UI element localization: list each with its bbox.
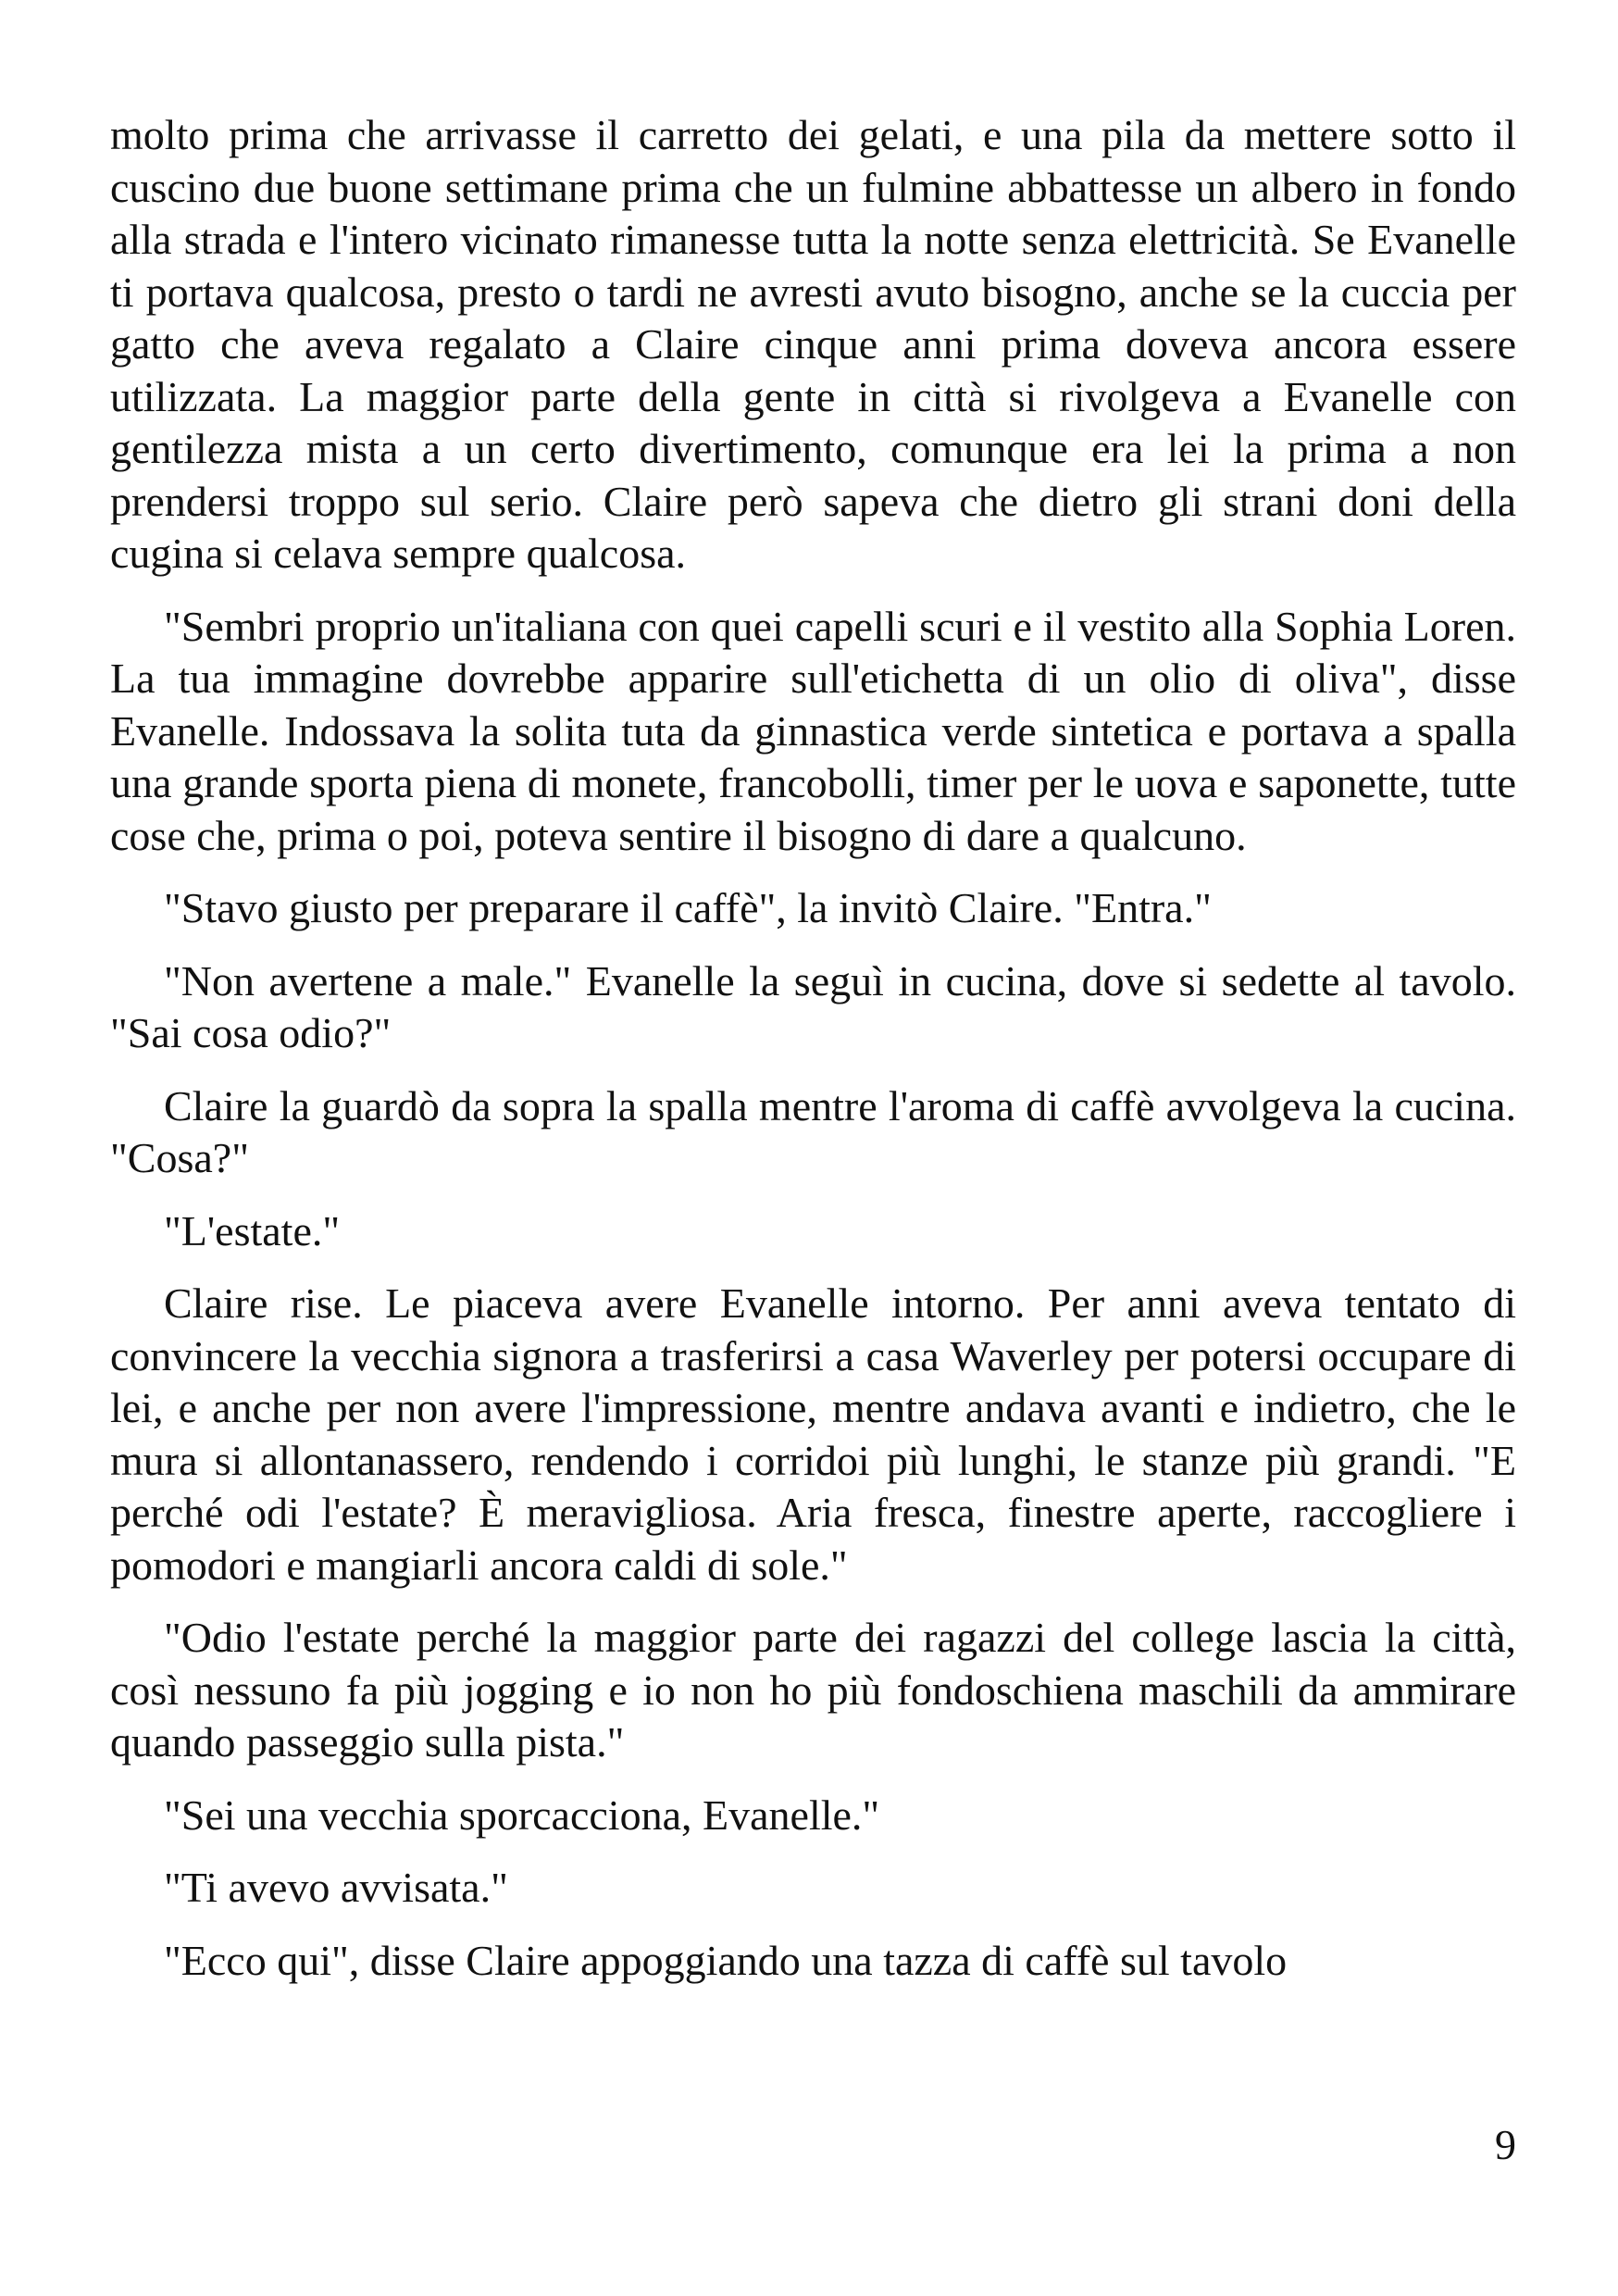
paragraph-5: Claire la guardò da sopra la spalla mentre l'aroma di caffè avvolgeva la cucina. "Cosa?": [110, 1081, 1516, 1181]
paragraph-10: "Ti avevo avvisata.": [164, 1864, 508, 1911]
paragraph-11: "Ecco qui", disse Claire appoggiando una tazza di caffè sul tavolo: [164, 1936, 1288, 1984]
paragraph-6: "L'estate.": [164, 1206, 341, 1254]
paragraph-3: "Stavo giusto per preparare il caffè", la invitò Claire. "Entra.": [164, 884, 1212, 931]
paragraph-4: "Non avertene a male." Evanelle la seguì in cucina, dove si sedette al tavolo. "Sai cosa odio?": [110, 956, 1516, 1056]
paragraph-2: "Sembri proprio un'italiana con quei capelli scuri e il vestito alla Sophia Loren. La tua immagine dovrebbe apparire sull'etichetta di un olio di oliva", disse Evanelle. Indossava la solita tuta da ginnastica verde sintetica e portava a spalla una grande sporta piena di monete, francobolli, timer per le uova e saponette, tutte cose che, prima o poi, poteva sentire il bisogno di dare a qualcuno.: [110, 602, 1516, 859]
paragraph-8: "Odio l'estate perché la maggior parte dei ragazzi del college lascia la città, così nessuno fa più jogging e io non ho più fondoschiena maschili da ammirare quando passeggio sulla pista.": [110, 1614, 1516, 1766]
page-body: [110, 109, 1516, 2007]
paragraph-7: Claire rise. Le piaceva avere Evanelle intorno. Per anni aveva tentato di convincere la vecchia signora a trasferirsi a casa Waverley per potersi occupare di lei, e anche per non avere l'impressione, mentre andava avanti e indietro, che le mura si allontanassero, rendendo i corridoi più lunghi, le stanze più grandi. "E perché odi l'estate? È meravigliosa. Aria fresca, finestre aperte, raccogliere i pomodori e mangiarli ancora caldi di sole.": [110, 1279, 1516, 1589]
paragraph-1: molto prima che arrivasse il carretto dei gelati, e una pila da mettere sotto il cuscino due buone settimane prima che un fulmine abbattesse un albero in fondo alla strada e l'intero vicinato rimanesse tutta la notte senza elettricità. Se Evanelle ti portava qualcosa, presto o tardi ne avresti avuto bisogno, anche se la cuccia per gatto che aveva regalato a Claire cinque anni prima doveva ancora essere utilizzata. La maggior parte della gente in città si rivolgeva a Evanelle con gentilezza mista a un certo divertimento, comunque era lei la prima a non prendersi troppo sul serio. Claire però sapeva che dietro gli strani doni della cugina si celava sempre qualcosa.: [110, 111, 1516, 577]
paragraph-9: "Sei una vecchia sporcacciona, Evanelle.": [164, 1791, 880, 1839]
page-number: 9: [1495, 2121, 1516, 2168]
